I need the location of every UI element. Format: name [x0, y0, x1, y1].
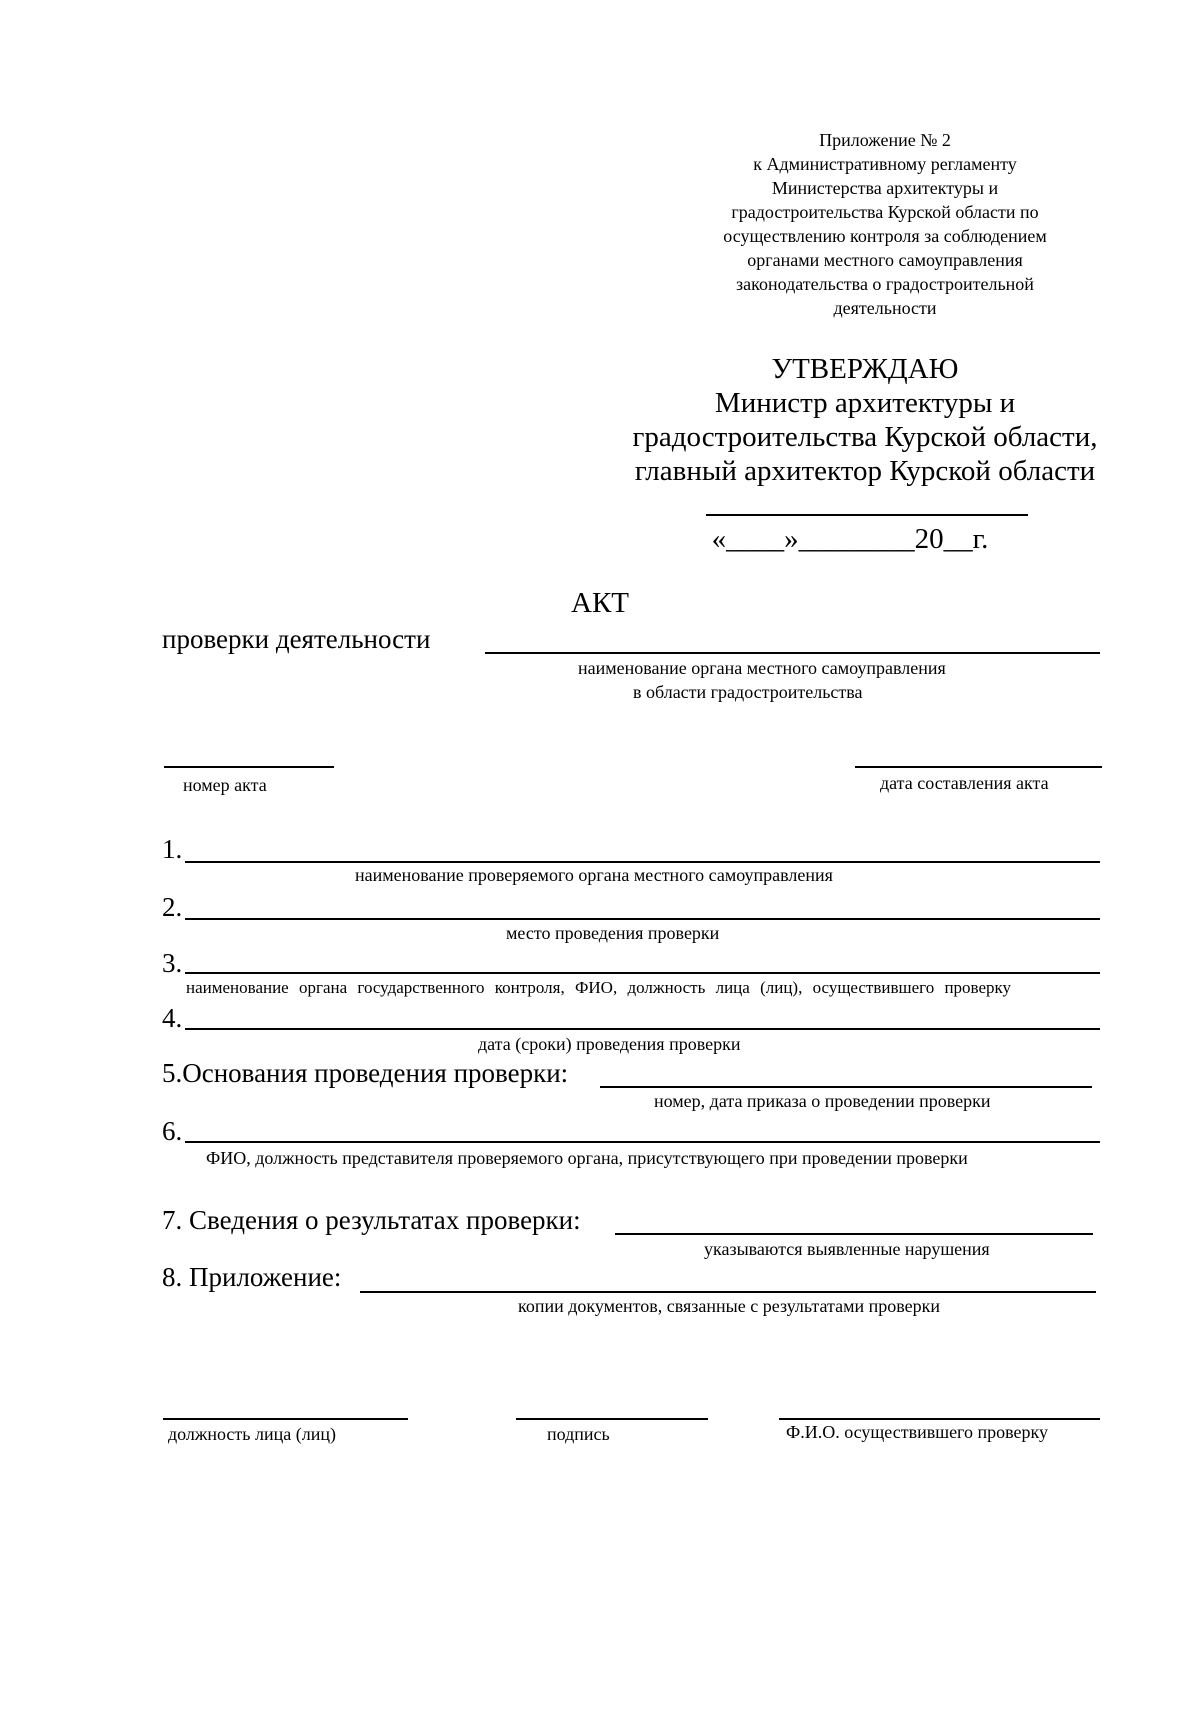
item-line [185, 918, 1100, 920]
signature-position-line [163, 1418, 408, 1420]
appendix-line: Министерства архитектуры и [771, 178, 999, 198]
act-subject-caption: в области градостроительства [633, 682, 863, 702]
item-label: 5.Основания проведения проверки: [162, 1058, 569, 1088]
item-line [185, 861, 1100, 863]
appendix-line: деятельности [833, 298, 937, 318]
approval-heading: УТВЕРЖДАЮ [771, 353, 959, 385]
item-label: 1. [162, 834, 183, 864]
appendix-line: осуществлению контроля за соблюдением [723, 226, 1047, 246]
appendix-line: градостроительства Курской области по [731, 202, 1039, 222]
signature-position-caption: должность лица (лиц) [168, 1424, 336, 1444]
item-caption: номер, дата приказа о проведении проверки [654, 1091, 991, 1111]
item-label: 8. Приложение: [162, 1262, 342, 1292]
item-line [185, 1028, 1100, 1030]
signature-name-caption: Ф.И.О. осуществившего проверку [786, 1422, 1048, 1442]
appendix-line: органами местного самоуправления [747, 250, 1023, 270]
act-date-line [855, 766, 1102, 768]
appendix-line: Приложение № 2 [819, 130, 951, 150]
approval-block [600, 352, 1130, 488]
act-number-caption: номер акта [183, 775, 267, 795]
approval-line: градостроительства Курской области, [632, 421, 1098, 453]
signature-sign-line [516, 1418, 708, 1420]
item-line [615, 1233, 1093, 1235]
appendix-line: законодательства о градостроительной [736, 274, 1034, 294]
item-caption: место проведения проверки [506, 923, 720, 943]
item-line [600, 1086, 1092, 1088]
appendix-block [660, 128, 1110, 320]
signature-sign-caption: подпись [547, 1424, 610, 1444]
item-caption: ФИО, должность представителя проверяемого органа, присутствующего при проведении проверки [206, 1148, 968, 1168]
item-caption: наименование органа государственного контроля, ФИО, должность лица (лиц), осуществившего проверку [186, 978, 1012, 997]
item-line [360, 1291, 1096, 1293]
act-number-line [164, 766, 334, 768]
act-subject-label: проверки деятельности [162, 624, 431, 654]
appendix-line: к Административному регламенту [753, 154, 1017, 174]
approval-line: Министр архитектуры и [714, 387, 1016, 419]
act-title: АКТ [571, 587, 629, 619]
act-subject-caption: наименование органа местного самоуправления [578, 658, 946, 678]
approval-date: «____»________20__г. [711, 523, 989, 555]
item-line [185, 972, 1100, 974]
item-caption: копии документов, связанные с результатами проверки [518, 1296, 941, 1316]
item-label: 7. Сведения о результатах проверки: [162, 1205, 581, 1235]
approval-line: главный архитектор Курской области [634, 455, 1096, 487]
signature-name-line [779, 1418, 1100, 1420]
item-caption: указываются выявленные нарушения [704, 1239, 990, 1259]
item-caption: наименование проверяемого органа местного самоуправления [355, 865, 833, 885]
item-label: 6. [162, 1116, 183, 1146]
item-label: 3. [162, 948, 183, 978]
approval-signature-line [706, 514, 1028, 516]
item-label: 2. [162, 892, 183, 922]
item-caption: дата (сроки) проведения проверки [478, 1034, 741, 1054]
item-line [185, 1141, 1100, 1143]
act-date-caption: дата составления акта [880, 773, 1049, 793]
act-subject-line [485, 652, 1100, 654]
item-label: 4. [162, 1003, 183, 1033]
